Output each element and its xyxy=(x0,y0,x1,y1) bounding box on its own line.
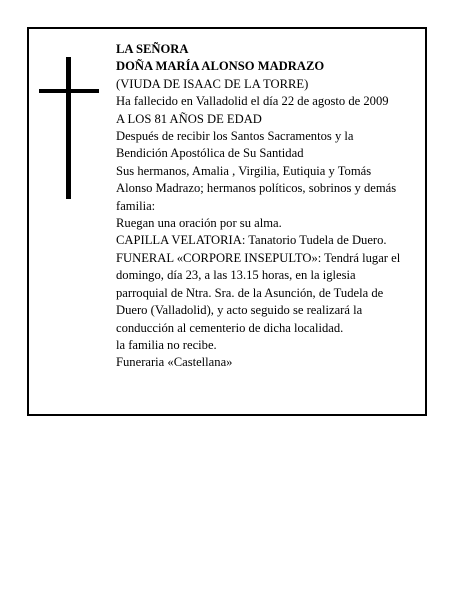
obituary-notice xyxy=(27,27,427,416)
deceased-name: DOÑA MARÍA ALONSO MADRAZO xyxy=(116,59,325,74)
sacraments-paragraph: Después de recibir los Santos Sacramentos y la Bendición Apostólica de Su Santidad xyxy=(116,129,354,161)
widow-line: (VIUDA DE ISAAC DE LA TORRE) xyxy=(116,76,309,91)
cross-vertical-bar xyxy=(66,57,71,199)
funeral-paragraph: FUNERAL «CORPORE INSEPULTO»: Tendrá lugar el domingo, día 23, a las 13.15 horas, en la iglesia parroquial de Ntra. Sra. de la Asunción, de Tudela de Duero (Valladolid), y acto seguido se realizará la conducción al cementerio de dicha localidad. xyxy=(116,250,401,335)
latin-cross-icon xyxy=(39,57,99,199)
wake-chapel: CAPILLA VELATORIA: Tanatorio Tudela de Duero. xyxy=(116,233,387,248)
cross-horizontal-bar xyxy=(39,89,99,93)
death-announcement: Ha fallecido en Valladolid el día 22 de agosto de 2009 xyxy=(116,94,389,109)
funeral-home: Funeraria «Castellana» xyxy=(116,355,233,370)
notice-text xyxy=(116,41,426,372)
prayer-request: Ruegan una oración por su alma. xyxy=(116,216,282,231)
deceased-title: LA SEÑORA xyxy=(116,42,189,56)
no-visitors-line: la familia no recibe. xyxy=(116,337,217,352)
family-paragraph: Sus hermanos, Amalia , Virgilia, Eutiquia y Tomás Alonso Madrazo; hermanos políticos, sobrinos y demás familia: xyxy=(116,163,397,213)
age-line: A LOS 81 AÑOS DE EDAD xyxy=(116,111,262,126)
